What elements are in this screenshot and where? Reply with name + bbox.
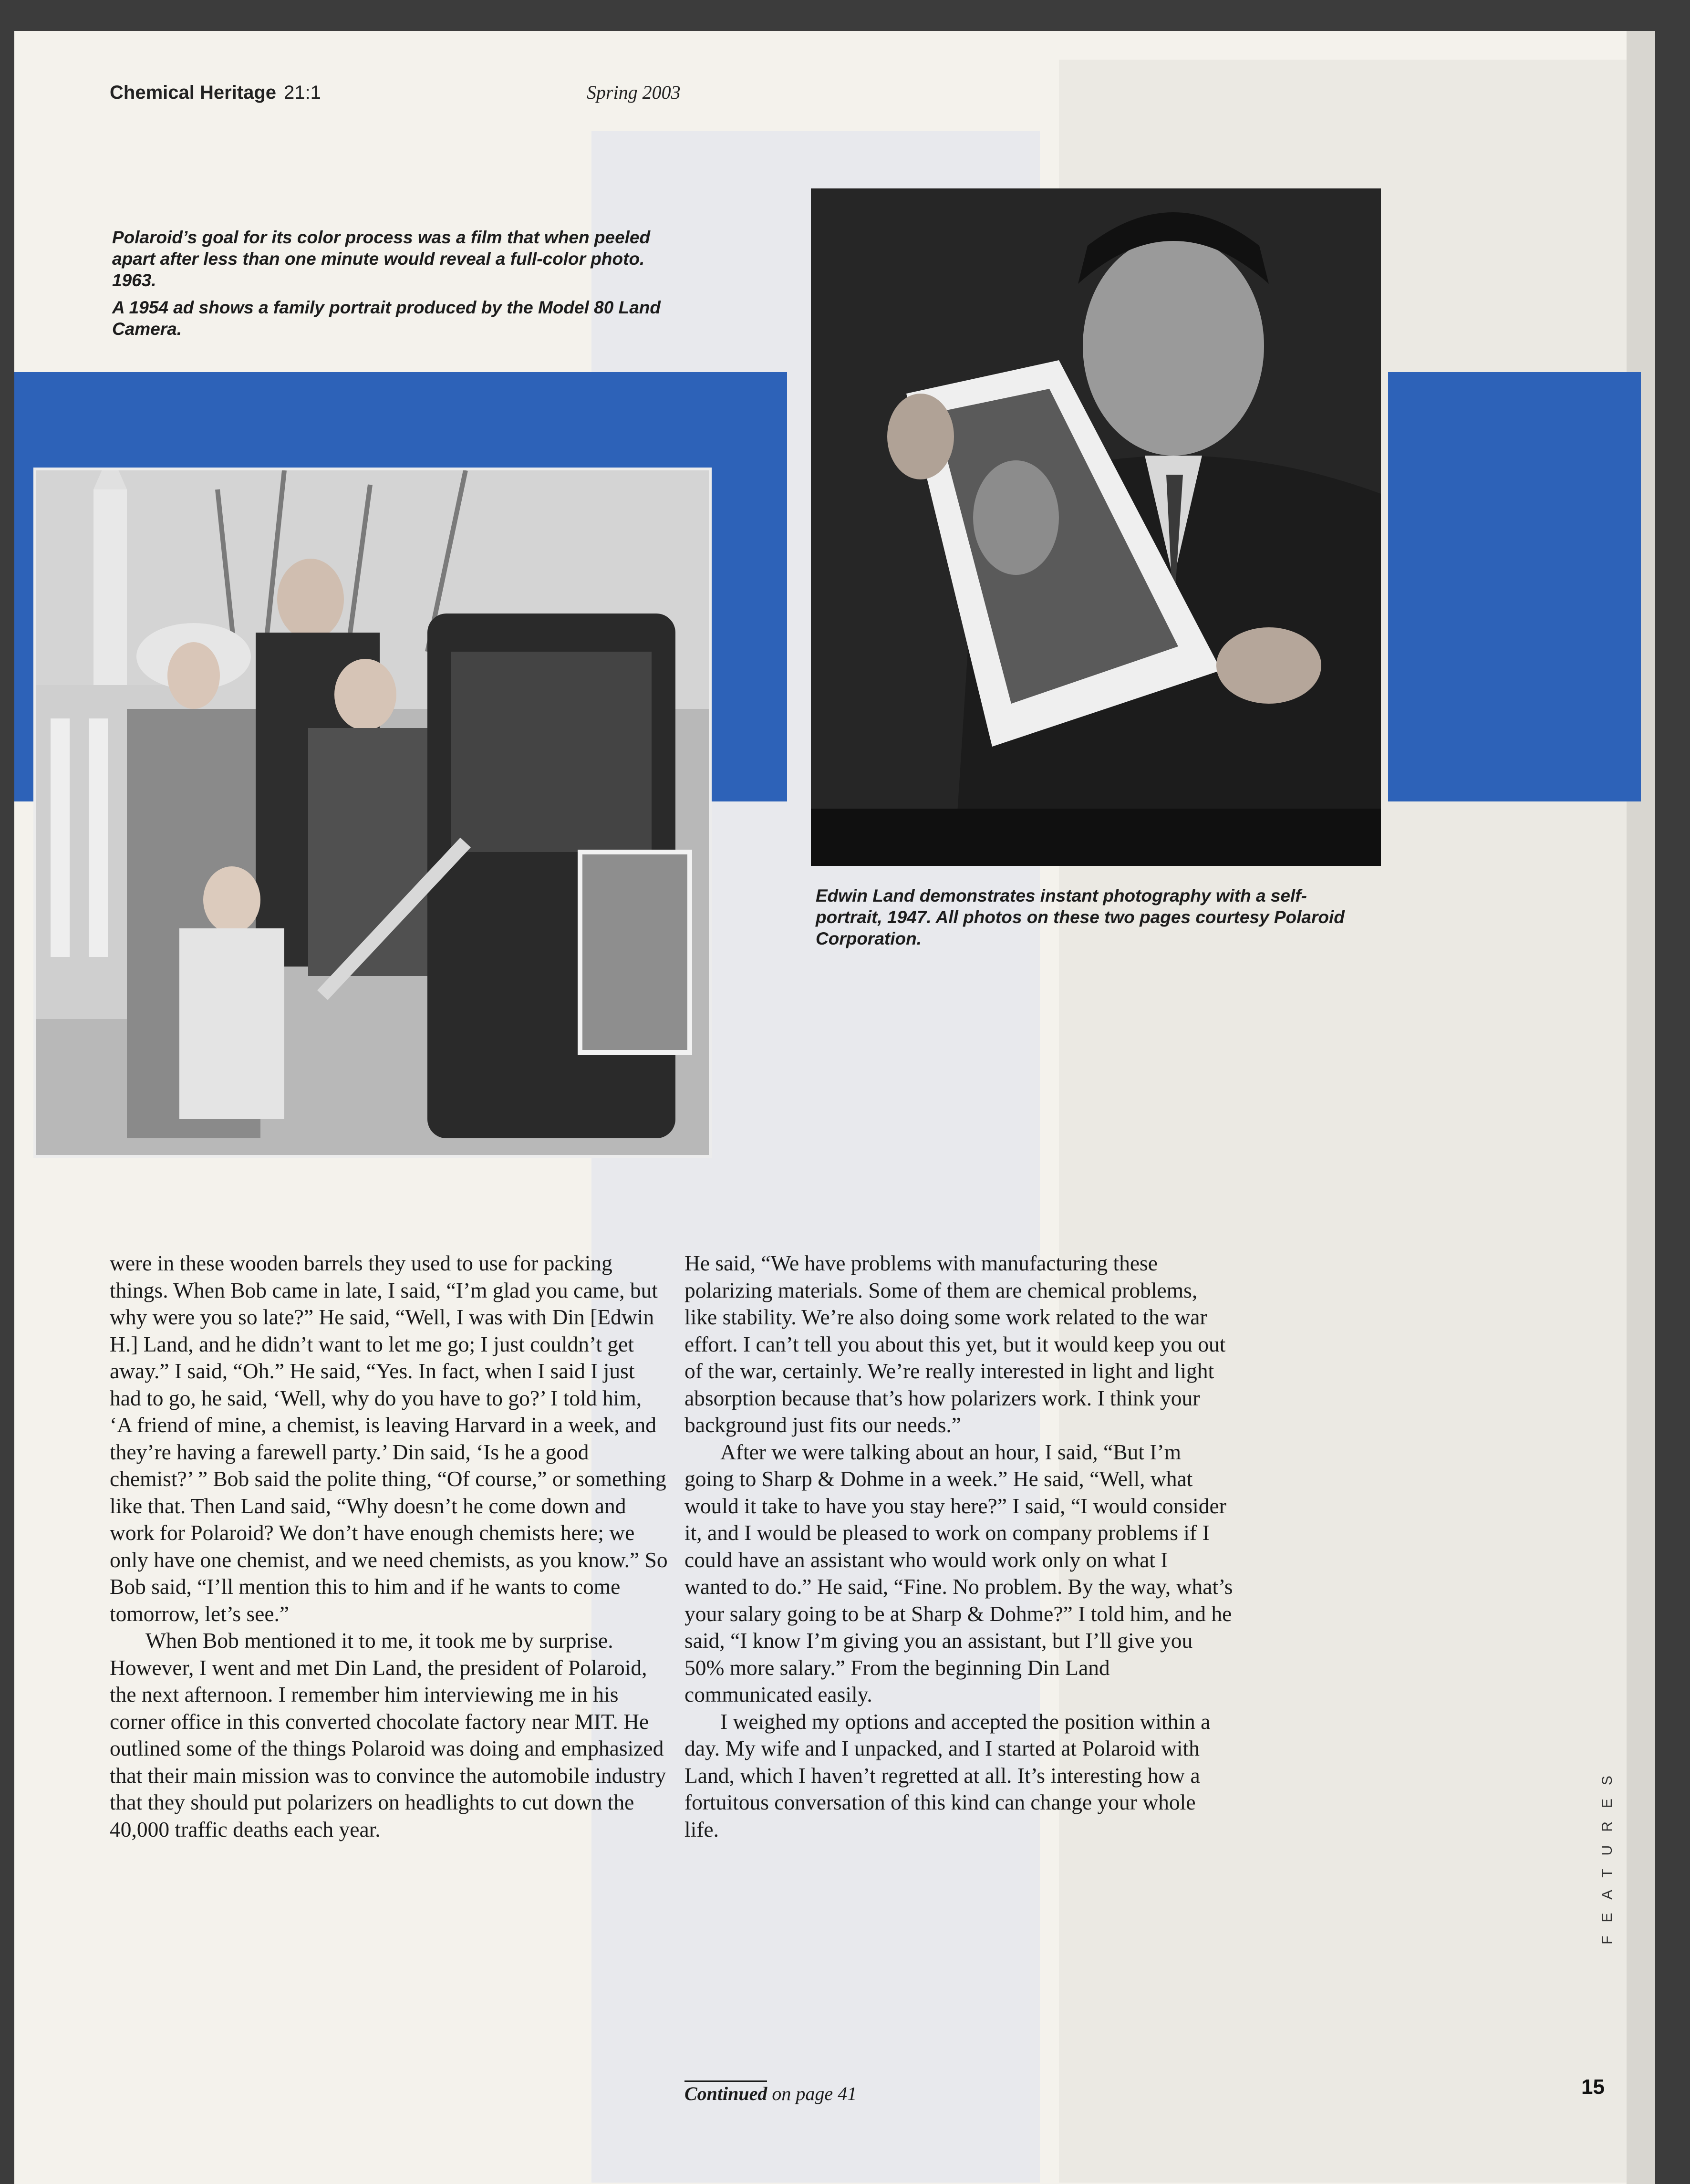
- caption-family-ad: [112, 227, 680, 345]
- section-label: [1598, 1663, 1617, 2044]
- blue-band-right: [1388, 372, 1641, 801]
- continued-label: Continued: [684, 2080, 767, 2104]
- caption-1954-ad: A 1954 ad shows a family portrait produced by the Model 80 Land Camera.: [112, 298, 661, 339]
- article-column-left: [110, 1250, 668, 1843]
- paragraph: I weighed my options and accepted the position within a day. My wife and I unpacked, and I started at Polaroid with Land, which I haven’t regretted at all. It’s interesting how a fortuitous conversation of this kind can change your whole life.: [684, 1709, 1211, 1841]
- paragraph: He said, “We have problems with manufacturing these polarizing materials. Some of them are chemical problems, like stability. We’re also doing some work related to the war effort. I can’t tell you about this yet, but it would keep you out of the war, certainly. We’re really interested in light and light absorption because that’s how polarizers work. I think your background just fits our needs.”: [684, 1251, 1226, 1437]
- caption-color-process: Polaroid’s goal for its color process was a film that when peeled apart after less than one minute would reveal a full-color photo. 1963.: [112, 228, 651, 290]
- paragraph: After we were talking about an hour, I said, “But I’m going to Sharp & Dohme in a week.” He said, “Well, what would it take to have you stay here?” I said, “I would consider it, and I would be pleased to work on company problems if I could have an assistant who would work only on what I wanted to do.” He said, “Fine. No problem. By the way, what’s your salary going to be at Sharp & Dohme?” I told him, and he said, “I know I’m giving you an assistant, but I’ll give you 50% more salary.” From the beginning Din Land communicated easily.: [684, 1439, 1233, 1706]
- issue-season: Spring 2003: [587, 82, 681, 103]
- continued-link[interactable]: [684, 2082, 857, 2105]
- section-label-text: FEATURES: [1599, 1762, 1615, 1945]
- paragraph: were in these wooden barrels they used to use for packing things. When Bob came in late, I said, “I’m glad you came, but why were you so late?” He said, “Well, I was with Din [Edwin H.] Land, and he didn’t want to let me go; I just couldn’t get away.” I said, “Oh.” He said, “Yes. In fact, when I said I just had to go, he said, ‘Well, why do you have to go?’ I told him, ‘A friend of mine, a chemist, is leaving Harvard in a week, and they’re having a farewell party.’ Din said, ‘Is he a good chemist?’ ” Bob said the polite thing, “Of course,” or something like that. Then Land said, “Why doesn’t he come down and work for Polaroid? We don’t have enough chemists here; we only have one chemist, and we need chemists, as you know.” So Bob said, “I’ll mention this to him and if he wants to come tomorrow, let’s see.”: [110, 1251, 668, 1626]
- paragraph: When Bob mentioned it to me, it took me by surprise. However, I went and met Din Land, the president of Polaroid, the next afternoon. I remember him interviewing me in his corner office in this converted chocolate factory near MIT. He outlined some of the things Polaroid was doing and emphasized that their main mission was to convince the automobile industry that they should put polarizers on headlights to cut down the 40,000 traffic deaths each year.: [110, 1628, 666, 1841]
- running-header: [110, 81, 681, 104]
- continued-page-ref: on page 41: [772, 2083, 857, 2104]
- family-portrait-photo: [33, 468, 712, 1158]
- magazine-title: Chemical Heritage: [110, 82, 277, 103]
- caption-edwin-land: Edwin Land demonstrates instant photography with a self-portrait, 1947. All photos on these two pages courtesy Polaroid Corporation.: [816, 886, 1345, 948]
- article-column-right: [684, 1250, 1233, 1843]
- issue-number: 21:1: [284, 82, 321, 103]
- edwin-land-photo: [811, 188, 1381, 866]
- page-edge: [1627, 31, 1655, 2184]
- page-number: 15: [1581, 2075, 1605, 2099]
- magazine-page: [14, 31, 1655, 2184]
